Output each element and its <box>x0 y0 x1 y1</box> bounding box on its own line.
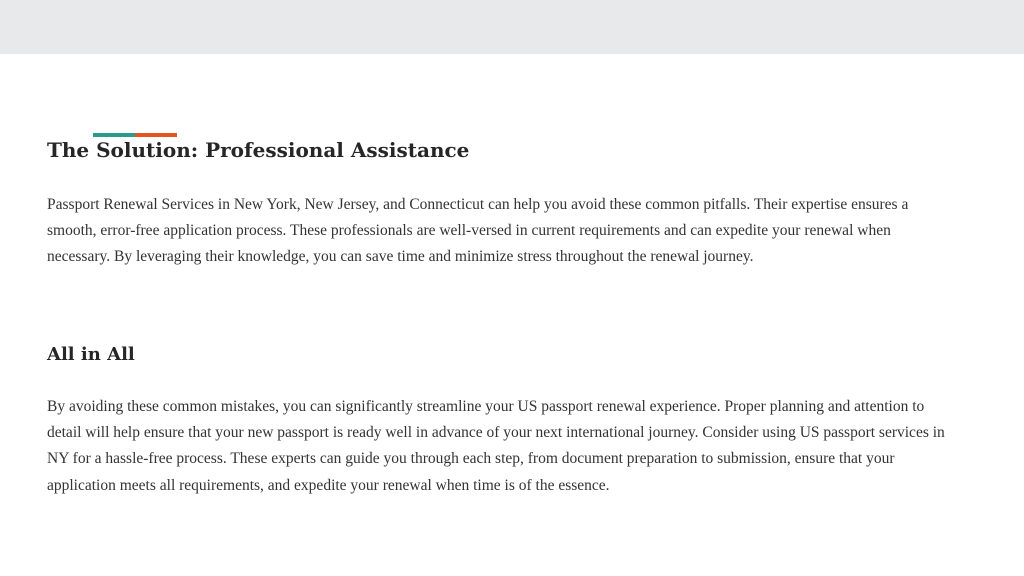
top-header-band <box>0 0 1024 54</box>
section-heading-all-in-all: All in All <box>47 344 135 365</box>
section-heading-solution: The Solution: Professional Assistance <box>47 138 470 162</box>
section-body-all-in-all: By avoiding these common mistakes, you can significantly streamline your US passport renewal experience. Proper planning and attention to detail will help ensure that your new passport is ready well in advance of your next international journey. Consider using US passport services in NY for a hassle-free process. These experts can guide you through each step, from document preparation to submission, ensure that your application meets all requirements, and expedite your renewal when time is of the essence. <box>47 398 945 494</box>
section-body-solution: Passport Renewal Services in New York, New Jersey, and Connecticut can help you avoid these common pitfalls. Their expertise ensures a smooth, error-free application process. These professionals are well-versed in current requirements and can expedite your renewal when necessary. By leveraging their knowledge, you can save time and minimize stress throughout the renewal journey. <box>47 196 909 266</box>
